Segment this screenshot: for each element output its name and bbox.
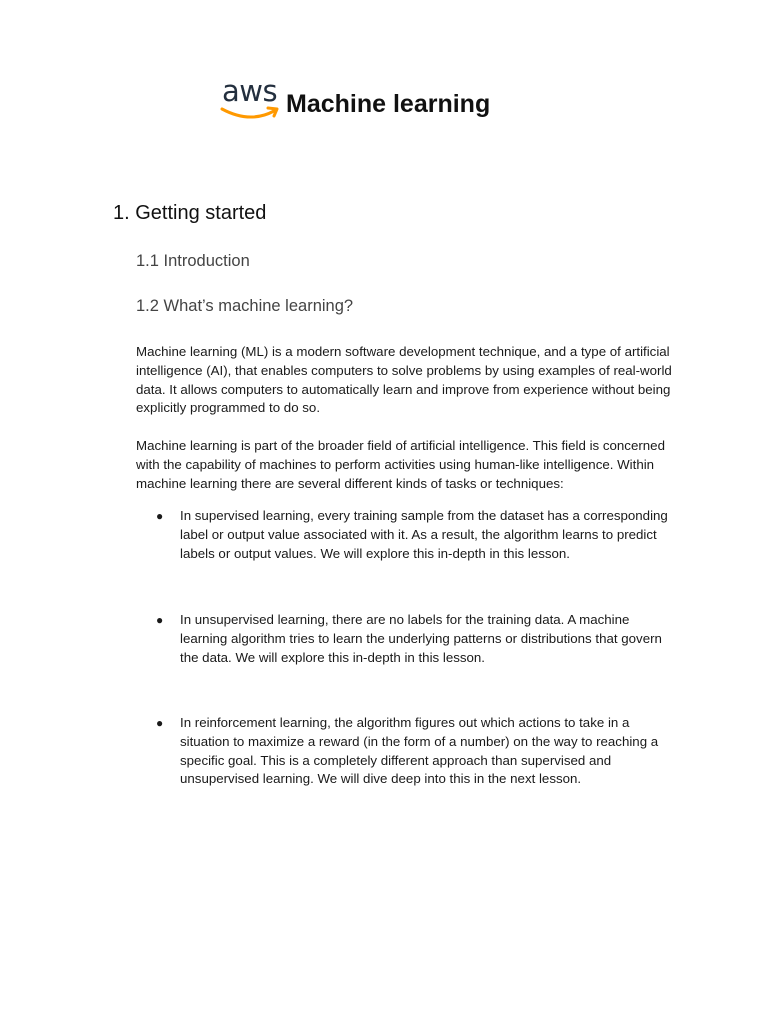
aws-logo-text: aws — [222, 74, 278, 108]
list-item-text: In supervised learning, every training sample from the dataset has a corresponding label or output value associated with it. As a result, the algorithm learns to predict labels or output values. We will explore this in-depth in this lesson. — [180, 508, 668, 561]
document-header — [220, 74, 491, 124]
section-heading: 1. Getting started — [113, 202, 267, 224]
bullet-marker: ● — [156, 613, 164, 627]
document-title: Machine learning — [286, 90, 491, 118]
list-item — [156, 507, 680, 563]
list-item — [156, 714, 680, 789]
list-item — [156, 611, 680, 667]
bullet-marker: ● — [156, 509, 164, 523]
amazon-smile-arrow-icon — [220, 104, 282, 122]
subsection-heading-introduction: 1.1 Introduction — [136, 252, 250, 270]
subsection-heading-whats-ml: 1.2 What’s machine learning? — [136, 297, 354, 315]
list-item-text: In unsupervised learning, there are no labels for the training data. A machine learning algorithm tries to learn the underlying patterns or distributions that govern the data. We will explore this in-depth in this lesson. — [180, 612, 662, 665]
list-item-text: In reinforcement learning, the algorithm figures out which actions to take in a situation to maximize a reward (in the form of a number) on the way to reaching a specific goal. This is a completely different approach than supervised and unsupervised learning. We will dive deep into this in the next lesson. — [180, 715, 659, 787]
bullet-marker: ● — [156, 716, 164, 730]
aws-logo — [220, 74, 282, 124]
paragraph: Machine learning (ML) is a modern software development technique, and a type of artificial intelligence (AI), that enables computers to solve problems by using examples of real-world data. It allows computers to automatically learn and improve from experience without being explicitly programmed to do so. — [136, 344, 672, 416]
paragraph: Machine learning is part of the broader field of artificial intelligence. This field is concerned with the capability of machines to perform activities using human-like intelligence. Within machine learning there are several different kinds of tasks or techniques: — [136, 438, 665, 491]
